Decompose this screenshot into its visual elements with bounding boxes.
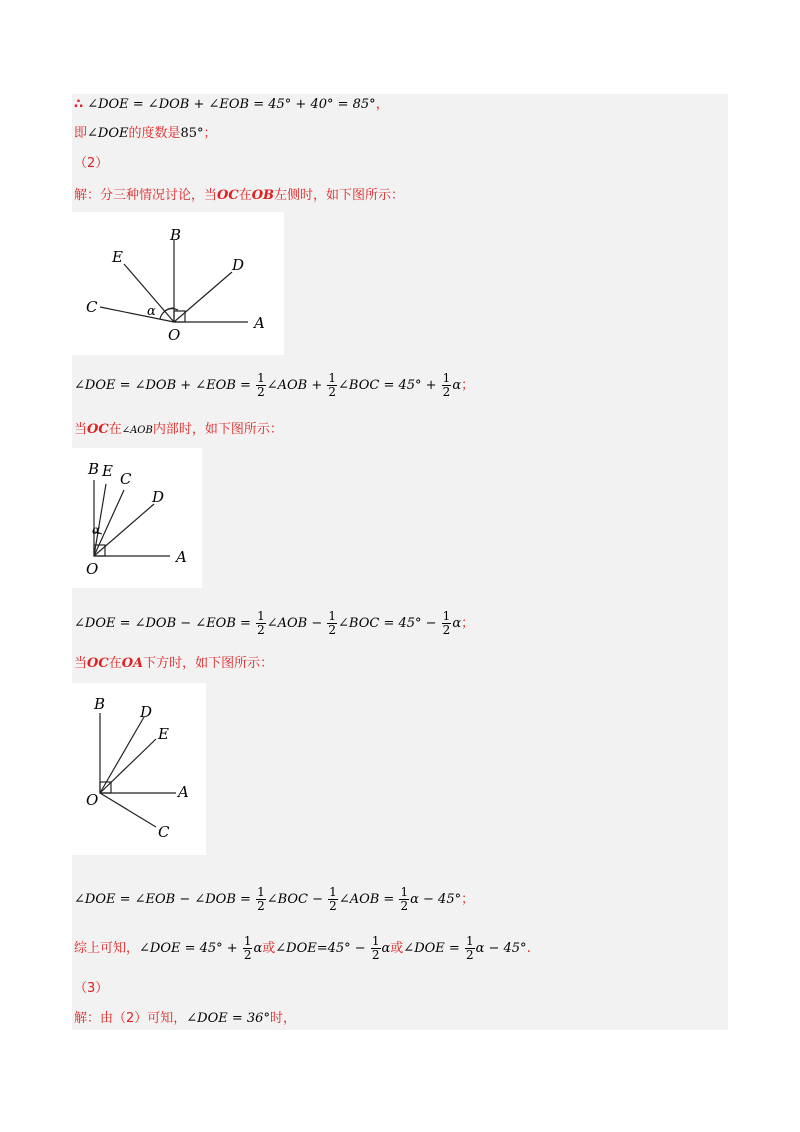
point-O-label: O — [86, 791, 99, 809]
ray-label: OC — [87, 656, 109, 671]
equation-part: ∠DOE = 45° + — [139, 941, 238, 956]
point-B-label: B — [88, 460, 100, 478]
fraction — [371, 935, 381, 962]
point-O-label: O — [168, 326, 181, 344]
point-C-label: C — [120, 470, 132, 488]
case-3-equation — [74, 886, 474, 913]
denominator: 2 — [328, 385, 337, 399]
punctuation: ； — [461, 378, 475, 393]
angle-expression: ∠AOB — [121, 425, 153, 436]
therefore-symbol: ∴ — [74, 97, 84, 112]
equation: ∠DOE = 36° — [186, 1011, 270, 1026]
text-segment: 的度数是 — [128, 126, 181, 141]
numerator: 1 — [442, 609, 451, 623]
denominator: 2 — [328, 623, 337, 637]
equation-part: ∠AOB = — [338, 892, 395, 907]
equation-part: ∠AOB + — [266, 378, 323, 393]
text-segment: 当 — [74, 422, 88, 437]
text-segment: 解：分三种情况讨论，当 — [74, 188, 218, 203]
alpha-expression: α − 45° — [475, 941, 527, 956]
fraction — [328, 886, 338, 913]
equation-part: ∠DOE=45° − — [275, 941, 366, 956]
figure-case-1 — [72, 212, 284, 355]
numerator: 1 — [243, 934, 252, 948]
part-3-heading: （3） — [74, 981, 109, 996]
point-C-label: C — [86, 298, 98, 316]
denominator: 2 — [243, 948, 252, 962]
denominator: 2 — [371, 948, 380, 962]
text-segment: 在 — [108, 422, 122, 437]
value: 85° — [180, 126, 204, 141]
punctuation: ； — [203, 126, 217, 141]
numerator: 1 — [465, 934, 474, 948]
ray-label: OC — [87, 422, 109, 437]
fraction — [256, 372, 266, 399]
figure-case-2 — [72, 448, 202, 588]
summary-line — [74, 935, 531, 962]
alpha-symbol: α — [452, 616, 462, 631]
equation-part: ∠BOC = 45° + — [338, 378, 437, 393]
fraction — [327, 372, 337, 399]
geometry-diagram-2 — [72, 448, 202, 588]
case-2-equation — [74, 610, 474, 637]
punctuation: ； — [461, 616, 475, 631]
punctuation: ； — [461, 892, 475, 907]
text-segment: 内部时，如下图所示： — [152, 422, 283, 437]
text-segment: 在 — [238, 188, 252, 203]
point-C-label: C — [158, 823, 170, 841]
fraction — [465, 935, 475, 962]
point-A-label: A — [254, 314, 265, 332]
text-segment: 或 — [262, 941, 276, 956]
denominator: 2 — [257, 899, 265, 913]
fraction — [399, 886, 409, 913]
numerator: 1 — [257, 885, 265, 899]
text-segment: 左侧时，如下图所示： — [274, 188, 405, 203]
point-D-label: D — [152, 488, 165, 506]
ray-label: OC — [217, 188, 239, 203]
case-3-intro — [74, 655, 273, 673]
equation-part: ∠BOC − — [266, 892, 324, 907]
point-A-label: A — [178, 783, 189, 801]
numerator: 1 — [329, 885, 337, 899]
text-segment: 下方时，如下图所示： — [143, 656, 274, 671]
text-segment: 解：由（2）可知， — [74, 1011, 187, 1026]
equation-part: ∠BOC = 45° − — [338, 616, 437, 631]
numerator: 1 — [400, 885, 409, 899]
equation-part: ∠DOE = ∠DOB + ∠EOB = — [74, 378, 251, 393]
text-segment: 在 — [108, 656, 122, 671]
alpha-expression: α − 45° — [410, 892, 462, 907]
denominator: 2 — [257, 385, 265, 399]
fraction — [256, 886, 266, 913]
ray-label: OA — [121, 656, 144, 671]
numerator: 1 — [257, 609, 265, 623]
point-E-label: E — [102, 462, 113, 480]
numerator: 1 — [442, 371, 451, 385]
ray-label: OB — [251, 188, 275, 203]
alpha-symbol: α — [452, 378, 462, 393]
punctuation: ， — [375, 97, 389, 112]
part-3-solution — [74, 1010, 296, 1028]
numerator: 1 — [257, 371, 265, 385]
point-B-label: B — [170, 226, 182, 244]
denominator: 2 — [465, 948, 474, 962]
fraction — [256, 610, 266, 637]
text-segment: 当 — [74, 656, 88, 671]
point-E-label: E — [112, 248, 123, 266]
equation-part: ∠DOE = — [403, 941, 460, 956]
case-2-intro — [74, 421, 283, 440]
denominator: 2 — [329, 899, 337, 913]
point-D-label: D — [140, 703, 153, 721]
alpha-symbol: α — [381, 941, 391, 956]
punctuation: . — [526, 941, 531, 956]
part-2-heading: （2） — [74, 156, 109, 171]
denominator: 2 — [442, 385, 451, 399]
text-segment: 综上可知， — [74, 941, 140, 956]
denominator: 2 — [442, 623, 451, 637]
text-segment: 或 — [390, 941, 404, 956]
numerator: 1 — [328, 609, 337, 623]
geometry-diagram-3 — [72, 683, 206, 855]
fraction — [442, 372, 452, 399]
fraction — [327, 610, 337, 637]
point-D-label: D — [232, 256, 245, 274]
point-B-label: B — [94, 695, 106, 713]
fraction — [442, 610, 452, 637]
geometry-diagram-1 — [72, 212, 284, 355]
numerator: 1 — [328, 371, 337, 385]
equation-part: ∠AOB − — [266, 616, 323, 631]
equation-part: ∠DOE = ∠DOB − ∠EOB = — [74, 616, 251, 631]
text-segment: 时， — [269, 1011, 296, 1026]
equation: ∠DOE = ∠DOB + ∠EOB = 45° + 40° = 85° — [87, 97, 376, 112]
case-1-equation — [74, 372, 474, 399]
point-O-label: O — [86, 560, 99, 578]
figure-case-3 — [72, 683, 206, 855]
angle-expression: ∠DOE — [87, 126, 129, 141]
alpha-symbol: α — [253, 941, 263, 956]
text-segment: 即 — [74, 126, 88, 141]
numerator: 1 — [371, 934, 380, 948]
fraction — [243, 935, 253, 962]
alpha-label: α — [92, 523, 101, 537]
therefore-line — [74, 96, 389, 114]
denominator: 2 — [400, 899, 409, 913]
equation-part: ∠DOE = ∠EOB − ∠DOB = — [74, 892, 251, 907]
point-E-label: E — [158, 725, 169, 743]
point-A-label: A — [176, 548, 187, 566]
denominator: 2 — [257, 623, 265, 637]
case-1-intro — [74, 187, 404, 205]
alpha-label: α — [147, 304, 156, 319]
answer-line — [74, 125, 217, 143]
